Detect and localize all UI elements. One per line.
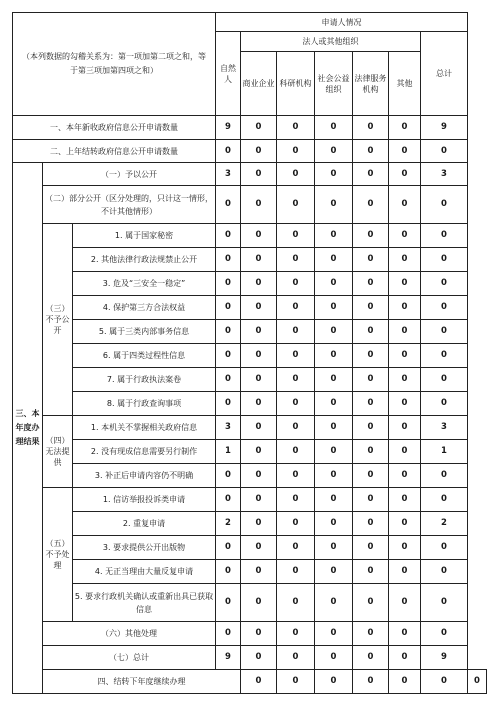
cell: 0: [389, 320, 421, 344]
cell: 0: [277, 646, 315, 670]
cell: 0: [277, 512, 315, 536]
cell: 0: [277, 320, 315, 344]
cell: 9: [421, 116, 468, 140]
cell: 0: [389, 646, 421, 670]
cell: 0: [389, 186, 421, 224]
cell: 0: [277, 670, 315, 694]
cell: 0: [353, 560, 389, 584]
cell: 0: [353, 488, 389, 512]
cell: 0: [421, 272, 468, 296]
cell: 0: [315, 416, 353, 440]
group3-label: （三）不予公开: [43, 224, 73, 416]
cell: 0: [353, 186, 389, 224]
row-label: （七）总计: [43, 646, 216, 670]
cell: 0: [216, 344, 241, 368]
cell: 0: [353, 248, 389, 272]
cell: 0: [421, 488, 468, 512]
total-header: 总计: [421, 32, 468, 116]
cell: 0: [315, 464, 353, 488]
cell: 0: [389, 296, 421, 320]
group4-label: （四）无法提供: [43, 416, 73, 488]
row-label: 4. 保护第三方合法权益: [73, 296, 216, 320]
cell: 0: [277, 488, 315, 512]
cell: 0: [277, 186, 315, 224]
cell: 0: [421, 140, 468, 163]
cell: 0: [353, 622, 389, 646]
row-label: 1. 信访举报投诉类申请: [73, 488, 216, 512]
cell: 0: [353, 344, 389, 368]
cell: 0: [389, 416, 421, 440]
row-label: 2. 没有现成信息需要另行制作: [73, 440, 216, 464]
cell: 0: [277, 296, 315, 320]
row-label: 5. 要求行政机关确认或重新出具已获取信息: [73, 584, 216, 622]
cell: 0: [216, 536, 241, 560]
cell: 0: [241, 584, 277, 622]
cell: 0: [389, 464, 421, 488]
cell: 0: [241, 488, 277, 512]
cell: 0: [421, 622, 468, 646]
cell: 0: [241, 512, 277, 536]
cell: 0: [315, 163, 353, 186]
cell: 0: [389, 248, 421, 272]
cell: 0: [277, 116, 315, 140]
cell: 0: [353, 140, 389, 163]
cell: 0: [241, 464, 277, 488]
cell: 0: [315, 140, 353, 163]
cell: 0: [315, 224, 353, 248]
cell: 0: [353, 296, 389, 320]
cell: 0: [421, 464, 468, 488]
cell: 0: [241, 536, 277, 560]
cell: 0: [216, 560, 241, 584]
row-label: 3. 要求提供公开出版物: [73, 536, 216, 560]
cell: 0: [277, 536, 315, 560]
cell: 0: [277, 163, 315, 186]
cell: 0: [277, 622, 315, 646]
cell: 0: [389, 368, 421, 392]
cell: 0: [353, 416, 389, 440]
row-label: 一、本年新收政府信息公开申请数量: [13, 116, 216, 140]
cell: 0: [353, 163, 389, 186]
cell: 0: [241, 344, 277, 368]
cell: 0: [389, 670, 421, 694]
cell: 0: [277, 584, 315, 622]
cell: 0: [353, 116, 389, 140]
cell: 0: [389, 140, 421, 163]
cell: 0: [315, 272, 353, 296]
cell: 0: [389, 392, 421, 416]
cell: 0: [315, 622, 353, 646]
cell: 9: [421, 646, 468, 670]
cell: 0: [315, 116, 353, 140]
cell: 0: [241, 440, 277, 464]
cell: 0: [353, 512, 389, 536]
natural-person-header: 自然人: [216, 32, 241, 116]
cell: 0: [315, 248, 353, 272]
cell: 1: [421, 440, 468, 464]
cell: 0: [389, 163, 421, 186]
cell: 0: [421, 584, 468, 622]
cell: 2: [421, 512, 468, 536]
cell: 0: [241, 368, 277, 392]
cell: 0: [389, 536, 421, 560]
cell: 0: [241, 320, 277, 344]
cell: 0: [216, 464, 241, 488]
row-label: 5. 属于三类内部事务信息: [73, 320, 216, 344]
cell: 0: [315, 296, 353, 320]
cell: 0: [389, 622, 421, 646]
cell: 0: [241, 296, 277, 320]
cell: 0: [389, 560, 421, 584]
cell: 0: [216, 622, 241, 646]
cell: 0: [216, 368, 241, 392]
cell: 0: [277, 368, 315, 392]
cell: 0: [315, 536, 353, 560]
cell: 0: [216, 320, 241, 344]
cell: 0: [241, 163, 277, 186]
row-label: （一）予以公开: [43, 163, 216, 186]
cell: 0: [315, 646, 353, 670]
cell: 0: [421, 536, 468, 560]
row-label: 二、上年结转政府信息公开申请数量: [13, 140, 216, 163]
cell: 0: [315, 186, 353, 224]
cell: 0: [353, 224, 389, 248]
cell: 0: [421, 670, 468, 694]
cell: 0: [216, 140, 241, 163]
row-label: 2. 其他法律行政法规禁止公开: [73, 248, 216, 272]
research-header: 科研机构: [277, 52, 315, 116]
cell: 0: [241, 186, 277, 224]
cell: 0: [241, 248, 277, 272]
cell: 0: [315, 392, 353, 416]
cell: 0: [277, 392, 315, 416]
header-note: （本列数据的勾稽关系为：第一项加第二项之和，等于第三项加第四项之和）: [13, 13, 216, 116]
cell: 0: [353, 646, 389, 670]
cell: 0: [389, 512, 421, 536]
cell: 0: [277, 464, 315, 488]
cell: 0: [353, 536, 389, 560]
cell: 0: [241, 224, 277, 248]
cell: 0: [216, 186, 241, 224]
cell: 1: [216, 440, 241, 464]
row-label: 4. 无正当理由大量反复申请: [73, 560, 216, 584]
group5-label: （五）不予处理: [43, 488, 73, 622]
cell: 0: [241, 646, 277, 670]
cell: 0: [241, 116, 277, 140]
legal-service-header: 法律服务机构: [353, 52, 389, 116]
cell: 0: [241, 416, 277, 440]
row-label: （六）其他处理: [43, 622, 216, 646]
cell: 0: [353, 670, 389, 694]
cell: 0: [241, 140, 277, 163]
applicant-header: 申请人情况: [216, 13, 468, 32]
cell: 0: [216, 392, 241, 416]
cell: 0: [277, 272, 315, 296]
cell: 0: [421, 368, 468, 392]
cell: 0: [353, 320, 389, 344]
cell: 0: [421, 186, 468, 224]
disclosure-statistics-table: [12, 12, 487, 694]
row-label: 6. 属于四类过程性信息: [73, 344, 216, 368]
cell: 0: [389, 116, 421, 140]
cell: 0: [216, 272, 241, 296]
cell: 0: [277, 140, 315, 163]
cell: 0: [216, 248, 241, 272]
cell: 0: [353, 440, 389, 464]
cell: 0: [421, 224, 468, 248]
cell: 0: [315, 488, 353, 512]
cell: 0: [216, 296, 241, 320]
row-label: 四、结转下年度继续办理: [43, 670, 241, 694]
cell: 0: [315, 560, 353, 584]
cell: 0: [241, 622, 277, 646]
cell: 0: [277, 440, 315, 464]
cell: 0: [216, 488, 241, 512]
social-header: 社会公益组织: [315, 52, 353, 116]
cell: 9: [216, 646, 241, 670]
cell: 0: [421, 560, 468, 584]
cell: 0: [389, 272, 421, 296]
cell: 0: [315, 440, 353, 464]
cell: 0: [315, 320, 353, 344]
cell: 0: [315, 584, 353, 622]
commercial-header: 商业企业: [241, 52, 277, 116]
row-label: 1. 本机关不掌握相关政府信息: [73, 416, 216, 440]
section3-label: 三、本年度办理结果: [13, 163, 43, 694]
cell: 0: [241, 392, 277, 416]
row-label: 3. 补正后申请内容仍不明确: [73, 464, 216, 488]
cell: 0: [421, 344, 468, 368]
cell: 0: [421, 320, 468, 344]
cell: 0: [241, 670, 277, 694]
row-label: 3. 危及“三安全一稳定”: [73, 272, 216, 296]
cell: 0: [315, 368, 353, 392]
cell: 3: [421, 416, 468, 440]
other-header: 其他: [389, 52, 421, 116]
row-label: 7. 属于行政执法案卷: [73, 368, 216, 392]
cell: 0: [421, 296, 468, 320]
cell: 0: [315, 670, 353, 694]
row-label: 8. 属于行政查询事项: [73, 392, 216, 416]
cell: 0: [389, 344, 421, 368]
cell: 2: [216, 512, 241, 536]
cell: 0: [468, 670, 487, 694]
cell: 0: [277, 248, 315, 272]
cell: 0: [315, 344, 353, 368]
cell: 0: [241, 560, 277, 584]
cell: 0: [389, 224, 421, 248]
cell: 3: [421, 163, 468, 186]
cell: 3: [216, 416, 241, 440]
row-label: （二）部分公开（区分处理的，只计这一情形，不计其他情形）: [43, 186, 216, 224]
cell: 9: [216, 116, 241, 140]
legal-group-header: 法人或其他组织: [241, 32, 421, 52]
cell: 0: [277, 560, 315, 584]
row-label: 2. 重复申请: [73, 512, 216, 536]
cell: 0: [421, 248, 468, 272]
row-label: 1. 属于国家秘密: [73, 224, 216, 248]
cell: 0: [277, 416, 315, 440]
cell: 0: [353, 464, 389, 488]
cell: 0: [421, 392, 468, 416]
cell: 3: [216, 163, 241, 186]
cell: 0: [353, 272, 389, 296]
cell: 0: [241, 272, 277, 296]
cell: 0: [315, 512, 353, 536]
cell: 0: [353, 392, 389, 416]
cell: 0: [353, 368, 389, 392]
cell: 0: [389, 440, 421, 464]
cell: 0: [277, 344, 315, 368]
cell: 0: [353, 584, 389, 622]
cell: 0: [389, 488, 421, 512]
cell: 0: [277, 224, 315, 248]
cell: 0: [216, 584, 241, 622]
cell: 0: [216, 224, 241, 248]
cell: 0: [389, 584, 421, 622]
